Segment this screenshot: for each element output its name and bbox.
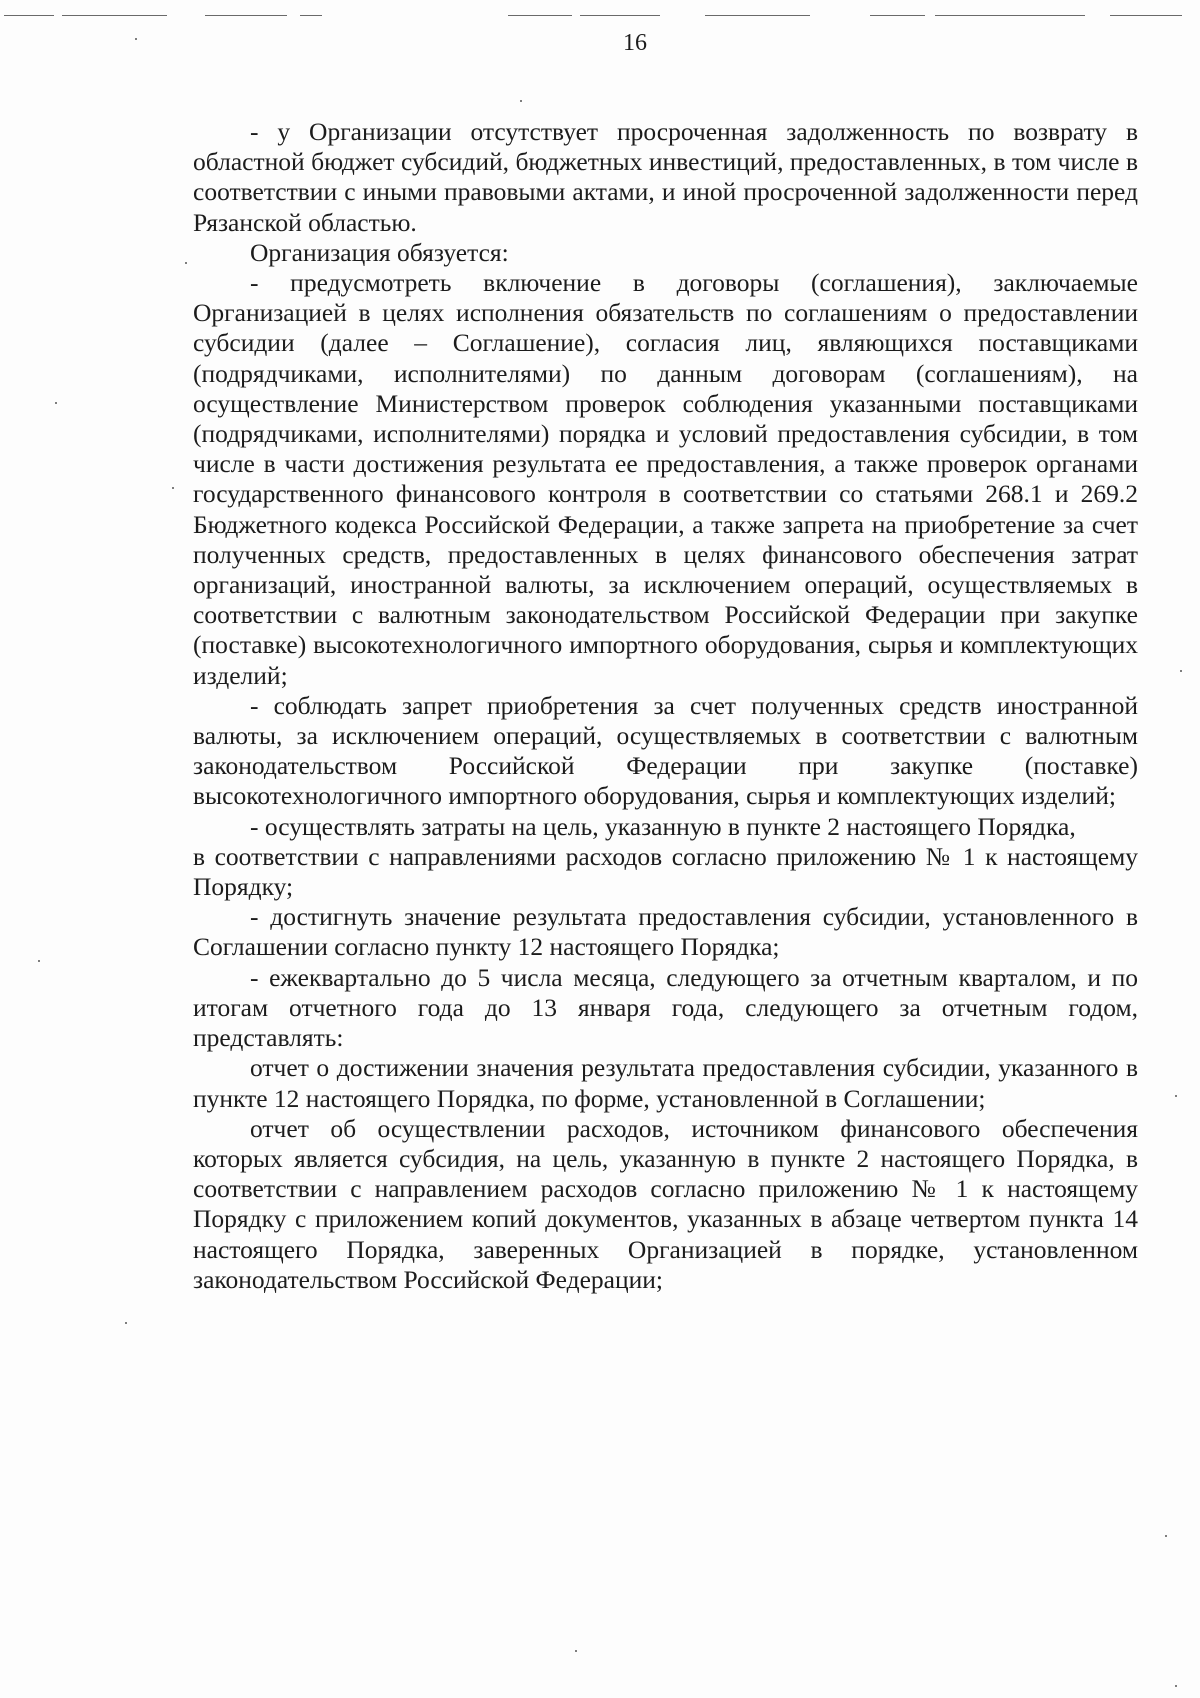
page-number: 16 (623, 30, 647, 56)
paragraph-quarterly-reports: - ежеквартально до 5 числа месяца, следующего за отчетным кварталом, и по итогам отчетного года до 13 января года, следующего за отчетным годом, представлять: (193, 962, 1138, 1053)
paragraph-expense-report: отчет об осуществлении расходов, источником финансового обеспечения которых является субсидия, на цель, указанную в пункте 2 настоящего Порядка, в соответствии с направлением расходов согласно приложению № 1 к настоящему Порядку с приложением копий документов, указанных в абзаце четвертом пункта 14 настоящего Порядка, заверенных Организацией в порядке, установленном законодательством Российской Федерации; (193, 1113, 1138, 1294)
paragraph-expense-directions: в соответствии с направлениями расходов согласно приложению № 1 к настоящему Порядку; (193, 841, 1138, 902)
paragraph-result-report: отчет о достижении значения результата предоставления субсидии, указанного в пункте 12 настоящего Порядка, по форме, установленной в Соглашении; (193, 1053, 1138, 1113)
scan-speck (1175, 1685, 1177, 1687)
scan-speck (1165, 1535, 1167, 1537)
scan-speck (38, 960, 40, 962)
scan-speck (125, 1322, 127, 1324)
scan-speck (1180, 670, 1182, 672)
scan-speck (1175, 1095, 1177, 1097)
scan-speck (520, 100, 522, 102)
document-body (193, 117, 1138, 1295)
scan-speck (135, 38, 137, 40)
scan-top-edge (0, 14, 1200, 18)
paragraph-currency-ban: - соблюдать запрет приобретения за счет полученных средств иностранной валюты, за исключением операций, осуществляемых в соответствии с валютным законодательством Российской Федерации при закупке (поставке) высокотехнологичного импортного оборудования, сырья и комплектующих изделий; (193, 690, 1138, 811)
scan-speck (575, 1650, 577, 1652)
paragraph-no-overdue-debt: - у Организации отсутствует просроченная задолженность по возврату в областной бюджет субсидий, бюджетных инвестиций, предоставленных, в том числе в соответствии с иными правовыми актами, и иной просроченной задолженности перед Рязанской областью. (193, 117, 1138, 237)
scan-speck (55, 402, 57, 404)
scan-speck (172, 487, 174, 489)
paragraph-achieve-result: - достигнуть значение результата предоставления субсидии, установленного в Соглашении согласно пункту 12 настоящего Порядка; (193, 902, 1138, 962)
paragraph-contract-inclusion: - предусмотреть включение в договоры (соглашения), заключаемые Организацией в целях исполнения обязательств по соглашениям о предоставлении субсидии (далее – Соглашение), согласия лиц, являющихся поставщиками (подрядчиками, исполнителями) по данным договорам (соглашениям), на осуществление Министерством проверок соблюдения указанными поставщиками (подрядчиками, исполнителями) порядка и условий предоставления субсидии, в том числе в части достижения результата ее предоставления, а также проверок органами государственного финансового контроля в соответствии со статьями 268.1 и 269.2 Бюджетного кодекса Российской Федерации, а также запрета на приобретение за счет полученных средств, предоставленных в целях финансового обеспечения затрат организаций, иностранной валюты, за исключением операций, осуществляемых в соответствии с валютным законодательством Российской Федерации при закупке (поставке) высокотехнологичного импортного оборудования, сырья и комплектующих изделий; (193, 268, 1138, 690)
paragraph-expenses: - осуществлять затраты на цель, указанную в пункте 2 настоящего Порядка, (250, 811, 1076, 841)
paragraph-organization-obligations: Организация обязуется: (250, 237, 509, 267)
scan-speck (185, 262, 187, 264)
